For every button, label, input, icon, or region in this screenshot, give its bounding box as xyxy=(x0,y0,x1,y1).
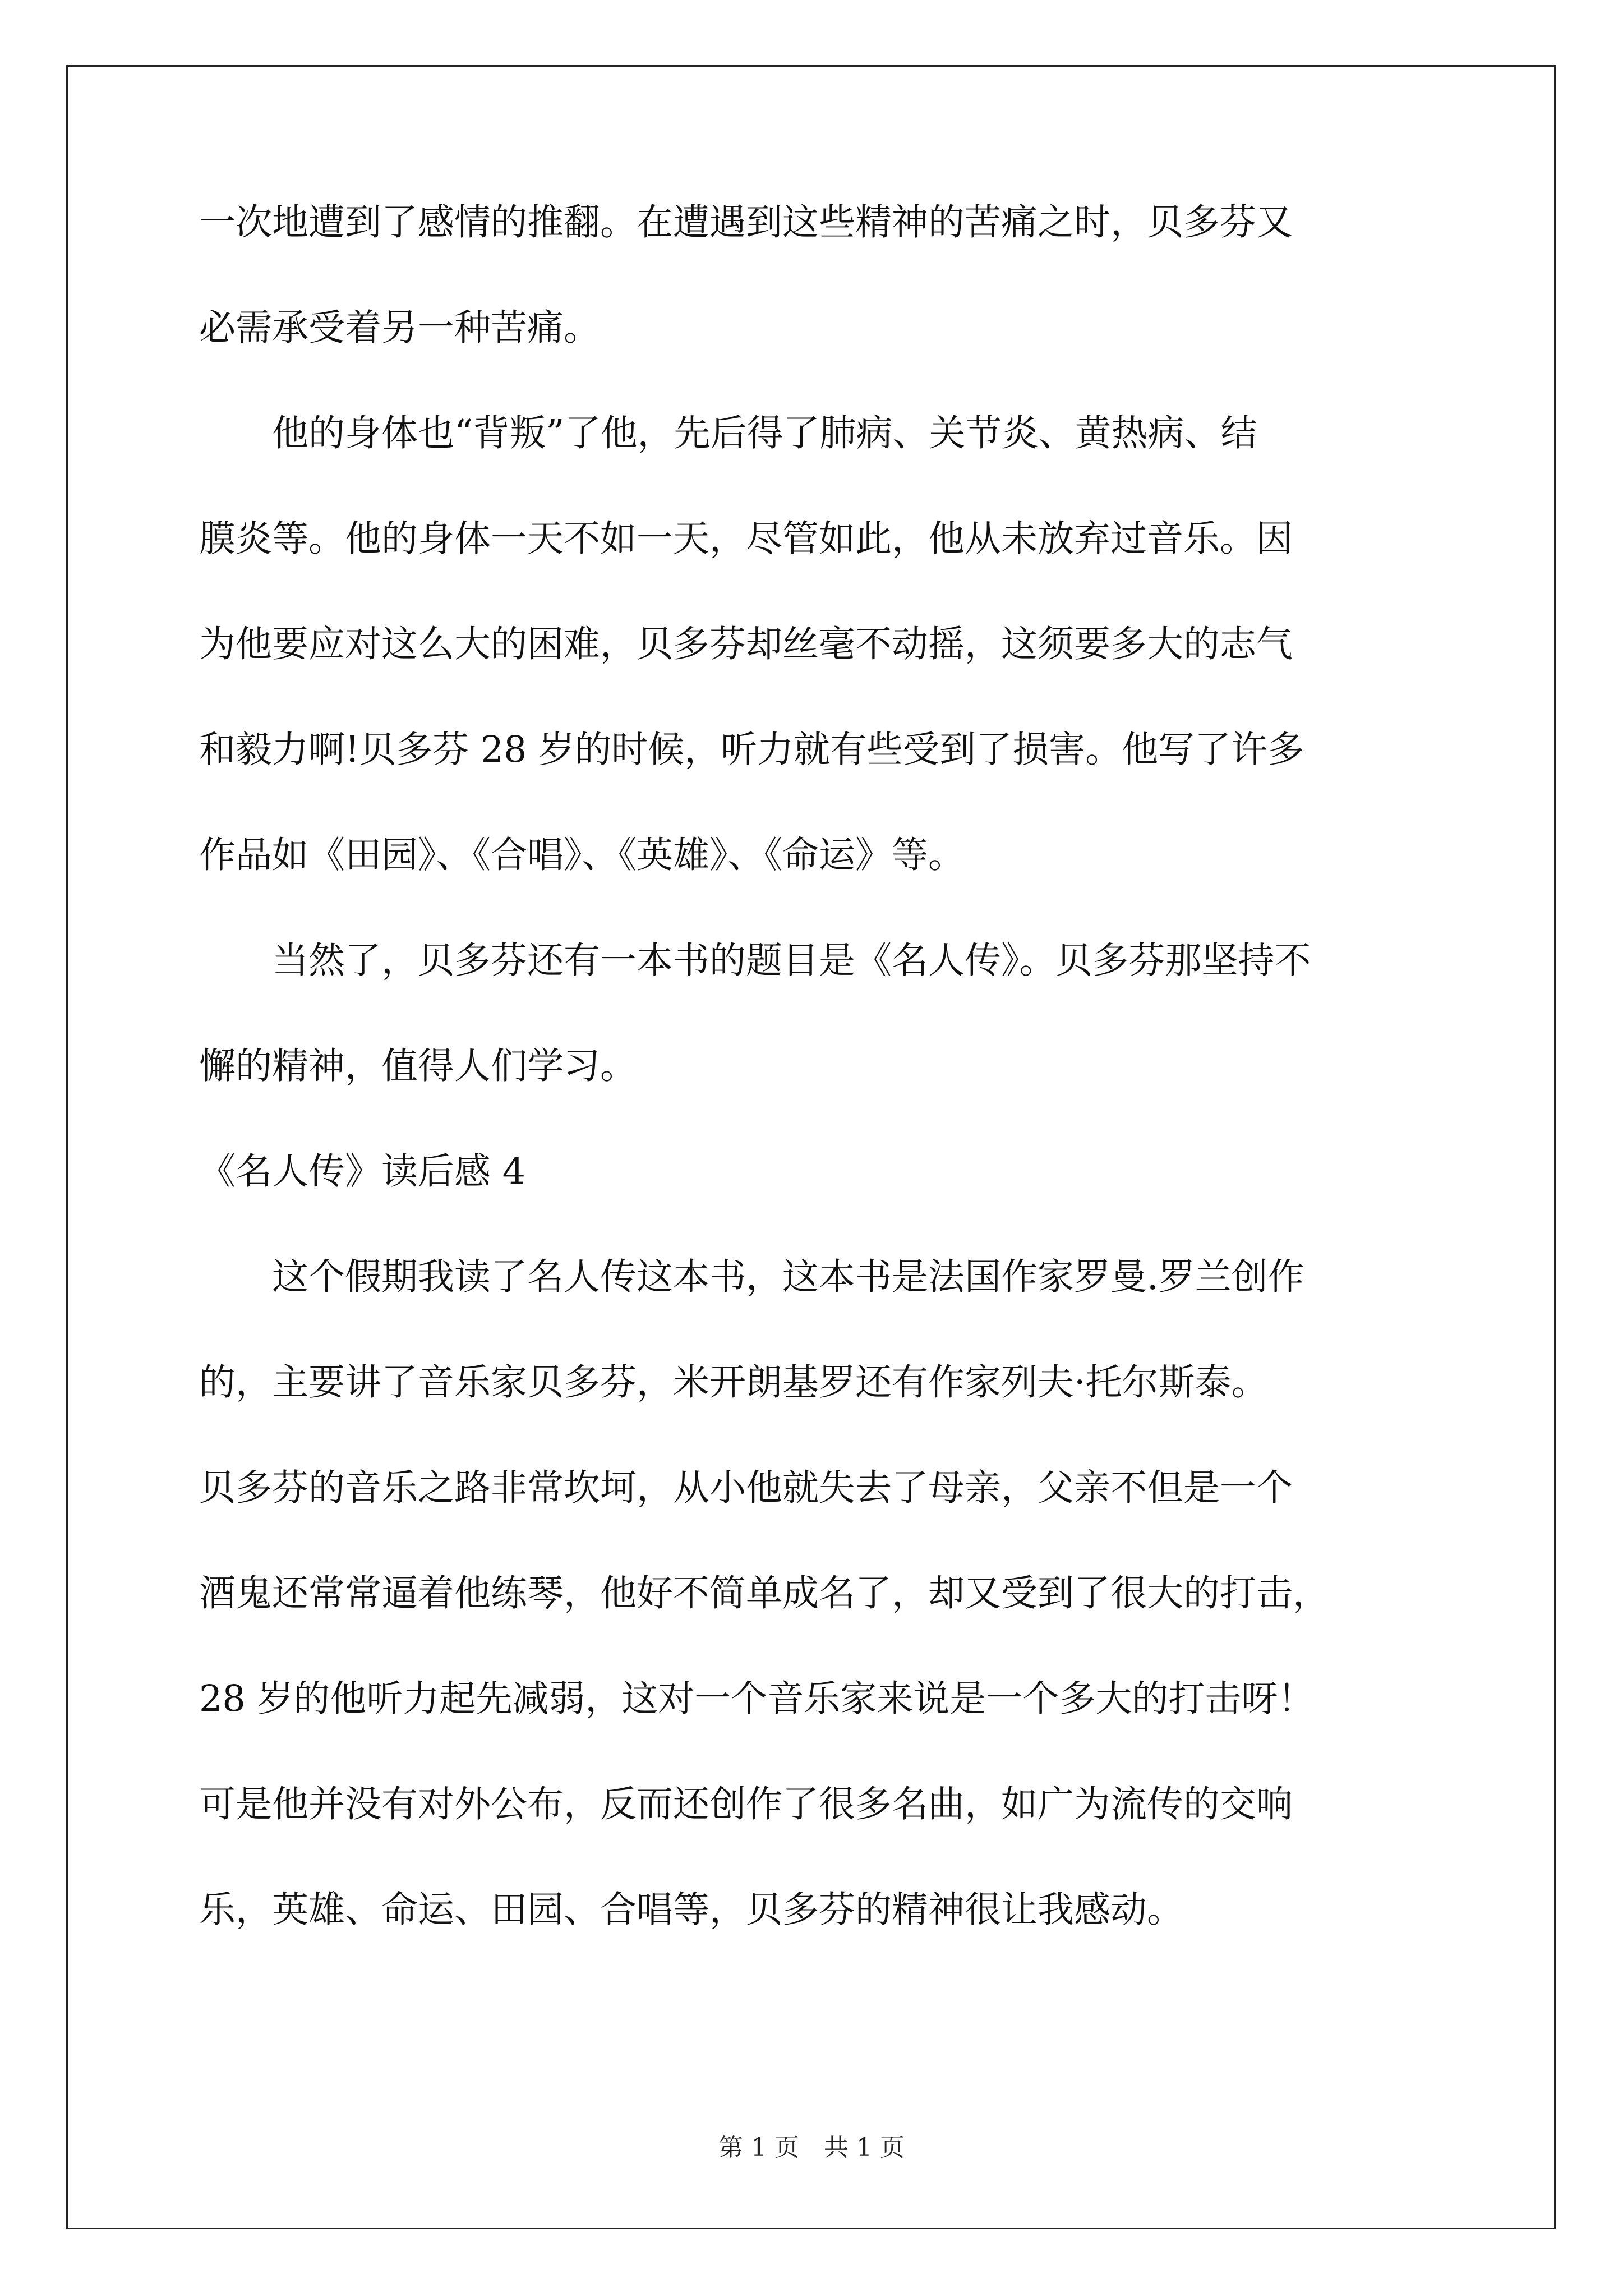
section-title: 《名人传》读后感 4 xyxy=(199,1151,526,1193)
text-line: 当然了，贝多芬还有一本书的题目是《名人传》。贝多芬那坚持不 xyxy=(199,940,1311,982)
paragraph-2 xyxy=(199,407,1461,882)
text-line: 可是他并没有对外公布，反而还创作了很多名曲，如广为流传的交响 xyxy=(199,1783,1293,1825)
document-body xyxy=(199,196,1461,1936)
text-line: 作品如《田园》、《合唱》、《英雄》、《命运》等。 xyxy=(199,834,965,876)
text-line: 他的身体也“背叛”了他，先后得了肺病、关节炎、黄热病、结 xyxy=(199,412,1257,454)
text-line: 懈的精神，值得人们学习。 xyxy=(199,1045,637,1087)
text-line: 这个假期我读了名人传这本书，这本书是法国作家罗曼.罗兰创作 xyxy=(199,1256,1304,1298)
text-line: 一次地遭到了感情的推翻。在遭遇到这些精神的苦痛之时，贝多芬又 xyxy=(199,201,1293,243)
text-line: 和毅力啊!贝多芬 28 岁的时候，听力就有些受到了损害。他写了许多 xyxy=(199,729,1304,771)
page-number-footer: 第 1 页 共 1 页 xyxy=(718,2133,905,2162)
text-line: 乐，英雄、命运、田园、合唱等，贝多芬的精神很让我感动。 xyxy=(199,1889,1184,1931)
text-line: 必需承受着另一种苦痛。 xyxy=(199,307,601,349)
text-line: 酒鬼还常常逼着他练琴，他好不简单成名了，却又受到了很大的打击， xyxy=(199,1572,1330,1614)
paragraph-3 xyxy=(199,935,1461,1093)
text-line: 28 岁的他听力起先减弱，这对一个音乐家来说是一个多大的打击呀！ xyxy=(199,1678,1315,1720)
paragraph-1 xyxy=(199,196,1461,355)
text-line: 膜炎等。他的身体一天不如一天，尽管如此，他从未放弃过音乐。因 xyxy=(199,518,1293,560)
paragraph-4 xyxy=(199,1251,1461,1936)
text-line: 为他要应对这么大的困难，贝多芬却丝毫不动摇，这须要多大的志气 xyxy=(199,623,1293,665)
text-line: 的，主要讲了音乐家贝多芬，米开朗基罗还有作家列夫·托尔斯泰。 xyxy=(199,1361,1268,1404)
text-line: 贝多芬的音乐之路非常坎坷，从小他就失去了母亲，父亲不但是一个 xyxy=(199,1467,1293,1509)
